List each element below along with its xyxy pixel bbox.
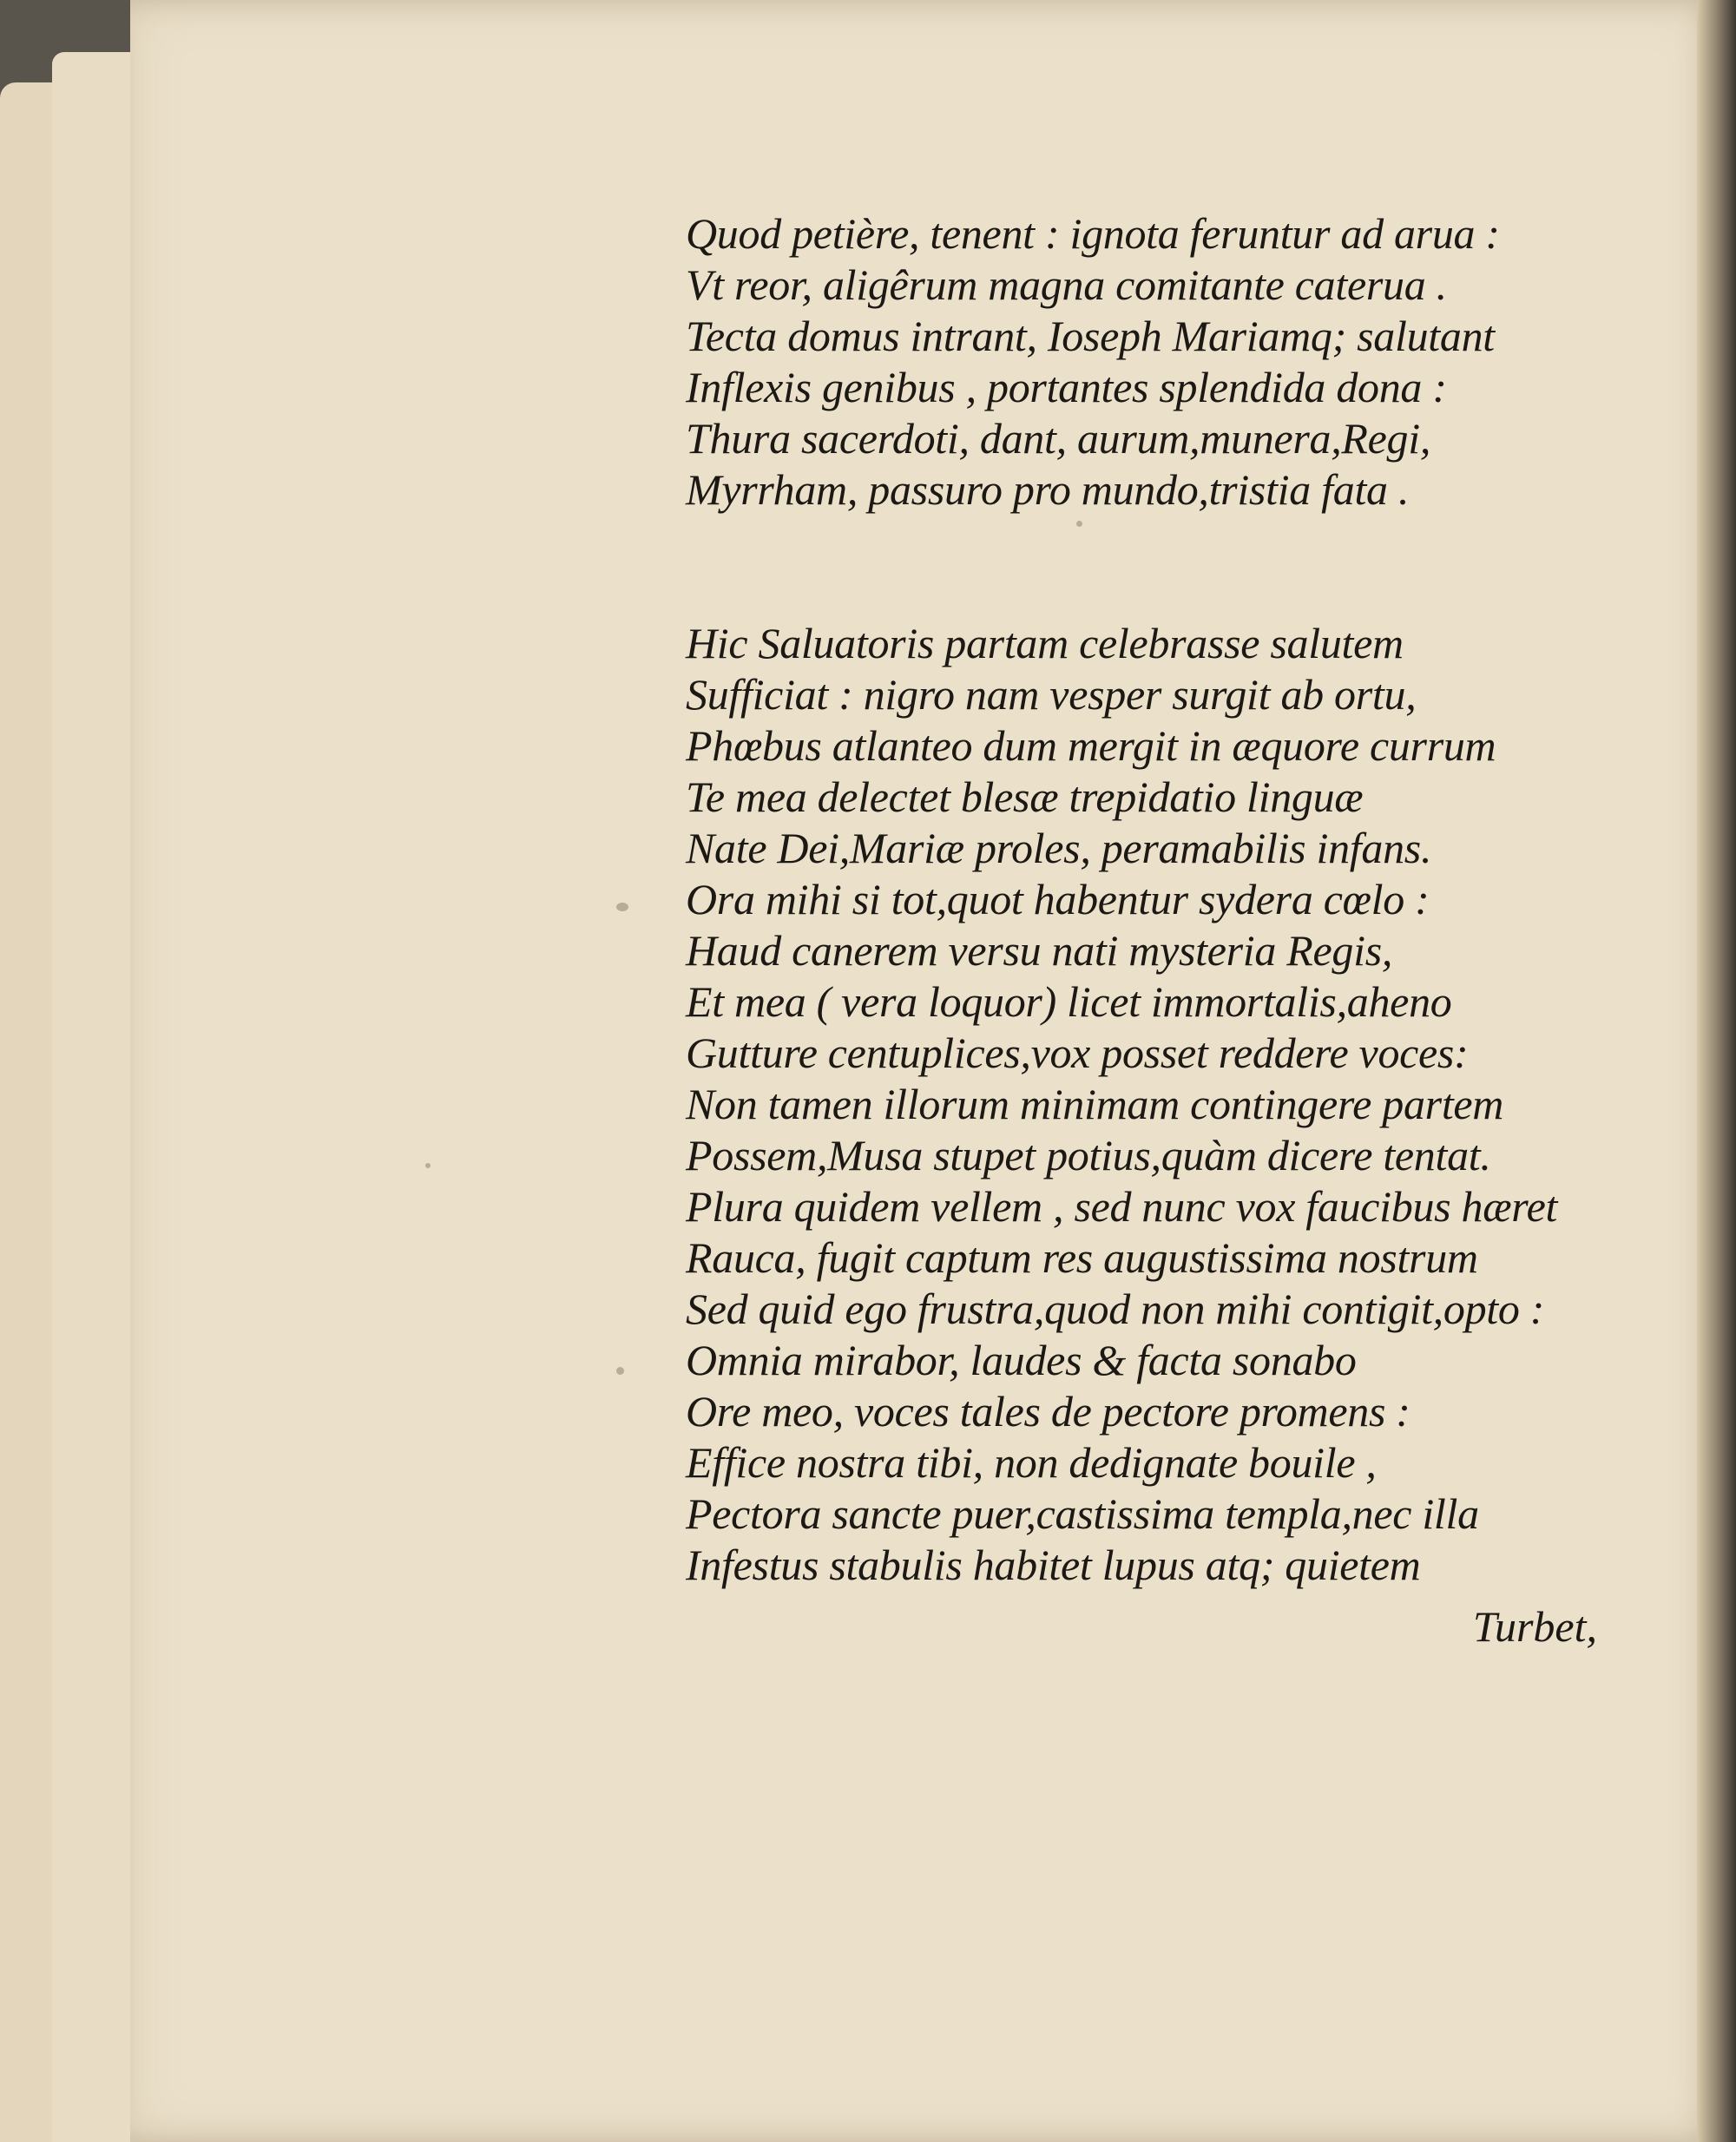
verse-line: Plura quidem vellem , sed nunc vox faucibus hæret <box>686 1182 1558 1231</box>
verse-line: Vt reor, aligêrum magna comitante caterua . <box>686 260 1447 309</box>
verse-line: Effice nostra tibi, non dedignate bouile , <box>686 1438 1377 1487</box>
verse-line: Ore meo, voces tales de pectore promens : <box>686 1387 1410 1436</box>
paper-speck <box>616 1367 624 1375</box>
verse-line: Te mea delectet blesæ trepidatio linguæ <box>686 772 1364 821</box>
verse-line: Myrrham, passuro pro mundo,tristia fata . <box>686 465 1410 514</box>
verse-line: Thura sacerdoti, dant, aurum,munera,Regi, <box>686 414 1431 463</box>
verse-line: Sufficiat : nigro nam vesper surgit ab ortu, <box>686 670 1417 719</box>
verse-line: Infestus stabulis habitet lupus atq; quietem <box>686 1541 1421 1589</box>
verse-line: Ora mihi si tot,quot habentur sydera cœlo : <box>686 875 1430 923</box>
catchword: Turbet, <box>1472 1602 1597 1651</box>
verse-line: Omnia mirabor, laudes & facta sonabo <box>686 1336 1357 1384</box>
verse-line: Phœbus atlanteo dum mergit in æquore currum <box>686 721 1496 770</box>
verse-line: Non tamen illorum minimam contingere partem <box>686 1080 1504 1128</box>
verse-text <box>686 208 1606 1591</box>
verse-line: Quod petière, tenent : ignota feruntur ad arua : <box>686 209 1500 258</box>
binding-gutter <box>1697 0 1736 2142</box>
verse-line: Pectora sancte puer,castissima templa,nec illa <box>686 1489 1479 1538</box>
verse-line: Haud canerem versu nati mysteria Regis, <box>686 926 1393 975</box>
verse-line: Gutture centuplices,vox posset reddere voces: <box>686 1028 1469 1077</box>
stanza-break <box>686 516 1606 618</box>
verse-line: Rauca, fugit captum res augustissima nostrum <box>686 1233 1478 1282</box>
verse-line: Inflexis genibus , portantes splendida dona : <box>686 363 1447 411</box>
verse-line: Hic Saluatoris partam celebrasse salutem <box>686 619 1404 667</box>
paper-speck <box>425 1163 431 1168</box>
verse-line: Possem,Musa stupet potius,quàm dicere tentat. <box>686 1131 1491 1179</box>
verse-line: Sed quid ego frustra,quod non mihi contigit,opto : <box>686 1285 1545 1333</box>
verse-line: Tecta domus intrant, Ioseph Mariamq; salutant <box>686 312 1495 360</box>
verse-line: Et mea ( vera loquor) licet immortalis,aheno <box>686 977 1452 1026</box>
paper-speck <box>616 903 628 911</box>
verse-line: Nate Dei,Mariæ proles, peramabilis infans. <box>686 824 1432 872</box>
